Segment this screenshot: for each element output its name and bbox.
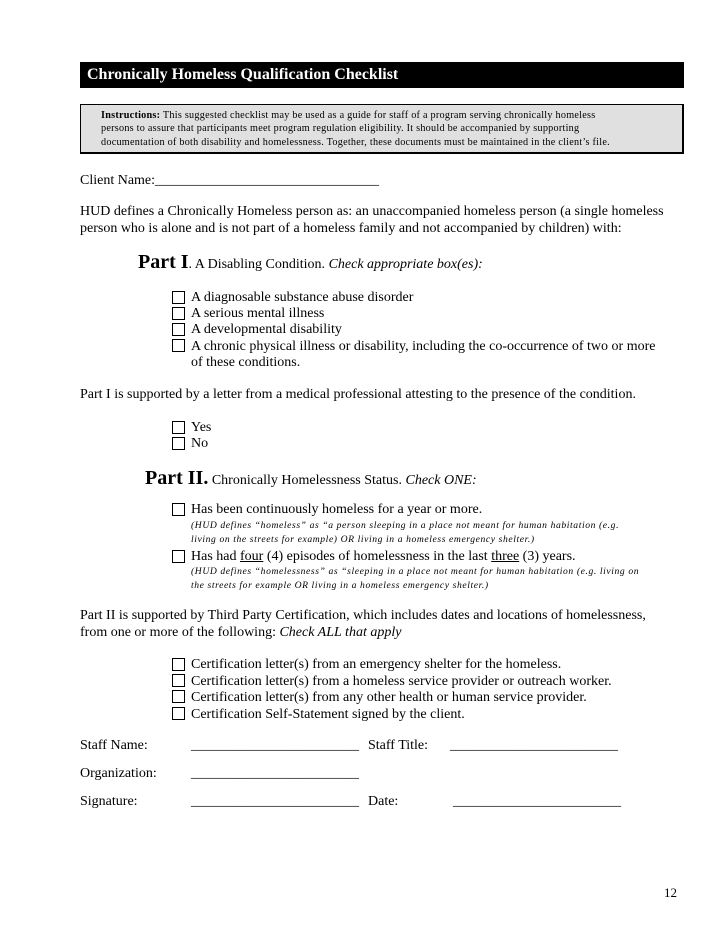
checkbox-cert-health-provider[interactable] bbox=[172, 690, 185, 703]
part2-support-line-2: from one or more of the following: Check ALL that apply bbox=[80, 625, 402, 640]
note-homelessness-definition-line-1: (HUD defines “homelessness” as “sleeping in a place not meant for human habitation (e.g. living on bbox=[191, 566, 640, 577]
organization-label: Organization: bbox=[80, 766, 157, 781]
note-homelessness-definition-line-2: the streets for example OR living in a homeless emergency shelter.) bbox=[191, 580, 489, 591]
instructions-line-1: Instructions: This suggested checklist may be used as a guide for staff of a program serving chronically homeless bbox=[101, 110, 596, 121]
checkbox-four-episodes[interactable] bbox=[172, 550, 185, 563]
staff-name-field[interactable]: ________________________ bbox=[191, 738, 359, 753]
part1-label: Part I bbox=[138, 251, 189, 273]
instructions-line-2: persons to assure that participants meet program regulation eligibility. It should be accompanied by supporting bbox=[101, 123, 580, 135]
organization-field[interactable]: ________________________ bbox=[191, 766, 359, 781]
date-label: Date: bbox=[368, 794, 399, 809]
staff-title-label: Staff Title: bbox=[368, 738, 429, 753]
part1-title: . A Disabling Condition. bbox=[188, 257, 326, 272]
staff-title-field[interactable]: ________________________ bbox=[450, 738, 618, 753]
option-continuously-homeless: Has been continuously homeless for a year or more. bbox=[191, 502, 483, 517]
option-chronic-illness-line-2: of these conditions. bbox=[191, 355, 301, 370]
checkbox-continuously-homeless[interactable] bbox=[172, 503, 185, 516]
option-yes: Yes bbox=[191, 420, 212, 435]
checkbox-chronic-illness[interactable] bbox=[172, 339, 185, 352]
option-substance-abuse: A diagnosable substance abuse disorder bbox=[191, 290, 414, 305]
signature-field[interactable]: ________________________ bbox=[191, 794, 359, 809]
note-homeless-definition-line-1: (HUD defines “homeless” as “a person sleeping in a place not meant for human habitation (e.g. bbox=[191, 520, 620, 531]
checkbox-mental-illness[interactable] bbox=[172, 307, 185, 320]
client-name-field[interactable]: Client Name:________________________________ bbox=[80, 173, 380, 188]
checkbox-yes[interactable] bbox=[172, 421, 185, 434]
part2-heading bbox=[145, 466, 477, 493]
option-no: No bbox=[191, 436, 209, 451]
page-number: 12 bbox=[664, 885, 677, 900]
part2-title: Chronically Homelessness Status. bbox=[211, 473, 402, 488]
option-cert-self-statement: Certification Self-Statement signed by the client. bbox=[191, 707, 465, 722]
note-homeless-definition-line-2: living on the streets for example) OR living in a homeless emergency shelter.) bbox=[191, 534, 535, 545]
checkbox-cert-self-statement[interactable] bbox=[172, 707, 185, 720]
checkbox-cert-service-provider[interactable] bbox=[172, 674, 185, 687]
part2-instruction: Check ONE: bbox=[405, 473, 477, 488]
option-four-episodes: Has had four (4) episodes of homelessness in the last three (3) years. bbox=[191, 549, 576, 564]
hud-definition-line-2: person who is alone and is not part of a homeless family and not accompanied by children) with: bbox=[80, 221, 622, 236]
part2-support-instruction: Check ALL that apply bbox=[279, 625, 402, 640]
option-chronic-illness-line-1: A chronic physical illness or disability, including the co-occurrence of two or more bbox=[191, 339, 656, 354]
option-mental-illness: A serious mental illness bbox=[191, 306, 325, 321]
part1-instruction: Check appropriate box(es): bbox=[328, 257, 483, 272]
checkbox-cert-emergency-shelter[interactable] bbox=[172, 658, 185, 671]
checkbox-substance-abuse[interactable] bbox=[172, 291, 185, 304]
signature-label: Signature: bbox=[80, 794, 138, 809]
option-developmental-disability: A developmental disability bbox=[191, 322, 342, 337]
page-title: Chronically Homeless Qualification Checklist bbox=[80, 62, 684, 88]
date-field[interactable]: ________________________ bbox=[453, 794, 621, 809]
checkbox-no[interactable] bbox=[172, 437, 185, 450]
checkbox-developmental-disability[interactable] bbox=[172, 323, 185, 336]
option-cert-emergency-shelter: Certification letter(s) from an emergency shelter for the homeless. bbox=[191, 657, 562, 672]
instructions-box bbox=[80, 104, 684, 154]
instructions-line-3: documentation of both disability and homelessness. Together, these documents must be maintained in the client’s file. bbox=[101, 136, 610, 148]
part1-support-text: Part I is supported by a letter from a medical professional attesting to the presence of the condition. bbox=[80, 387, 636, 402]
instructions-label: Instructions: bbox=[101, 110, 161, 121]
option-cert-health-provider: Certification letter(s) from any other health or human service provider. bbox=[191, 690, 587, 705]
part1-heading bbox=[138, 250, 483, 277]
staff-name-label: Staff Name: bbox=[80, 738, 148, 753]
part2-support-line-1: Part II is supported by Third Party Certification, which includes dates and locations of homelessness, bbox=[80, 608, 646, 623]
option-cert-service-provider: Certification letter(s) from a homeless service provider or outreach worker. bbox=[191, 674, 612, 689]
part2-label: Part II. bbox=[145, 467, 209, 489]
hud-definition-line-1: HUD defines a Chronically Homeless person as: an unaccompanied homeless person (a single homeless bbox=[80, 204, 664, 219]
